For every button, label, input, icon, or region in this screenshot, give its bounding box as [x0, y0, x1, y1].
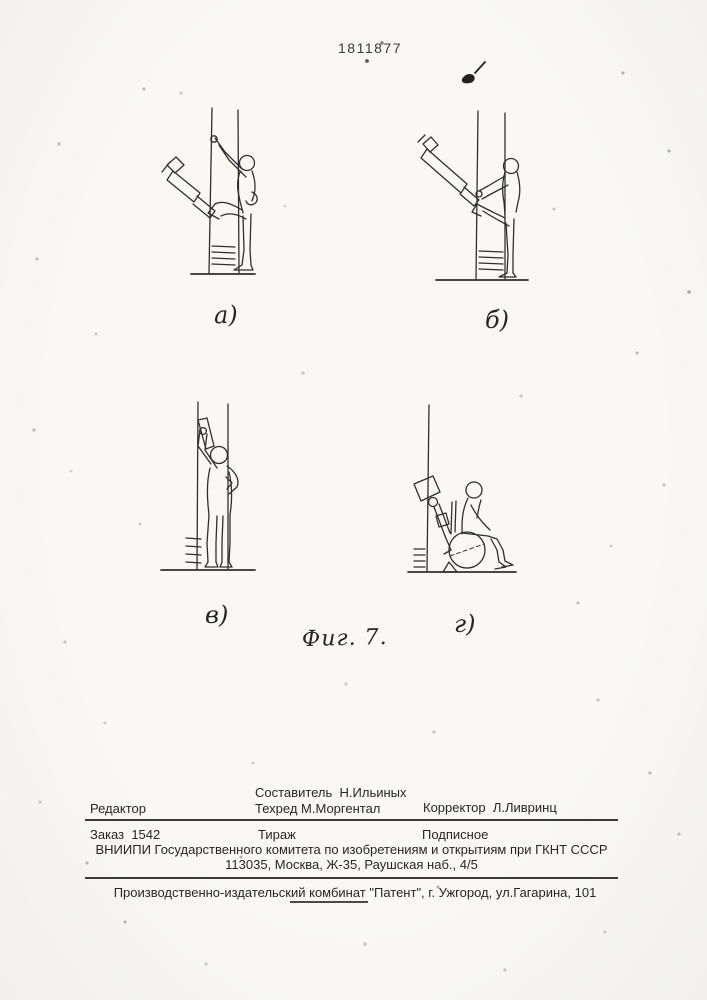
divider-rule-bottom [85, 877, 618, 879]
patent-word-underline [290, 901, 368, 903]
corrector-credit: Корректор Л.Ливринц [423, 800, 557, 815]
figure-a-label: а) [213, 300, 239, 330]
paper-noise [0, 0, 2, 2]
figure-b-label: б) [485, 306, 510, 334]
order-number: Заказ 1542 [90, 827, 161, 842]
vniipi-line: ВНИИПИ Государственного комитета по изобретениям и открытиям при ГКНТ СССР [95, 842, 608, 857]
address-line: 113035, Москва, Ж-35, Раушская наб., 4/5 [225, 857, 478, 872]
subscription-label: Подписное [422, 827, 489, 842]
ink-smudge [452, 56, 496, 90]
divider-rule-top [85, 819, 618, 821]
figure-v-label: в) [205, 601, 229, 629]
figure-v-drawing [148, 388, 268, 586]
production-line: Производственно-издательский комбинат "Патент", г. Ужгород, ул.Гагарина, 101 [113, 885, 597, 900]
figure-caption: Фиг. 7. [301, 624, 388, 653]
techred-credit: Техред М.Моргентал [255, 801, 381, 816]
figure-g-label: г) [454, 610, 476, 638]
compiler-credit: Составитель Н.Ильиных [255, 785, 407, 800]
figure-b-drawing [415, 92, 540, 290]
figure-a-drawing [158, 92, 273, 284]
editor-credit: Редактор [90, 801, 146, 816]
patent-number: 1811877 [338, 40, 402, 56]
figure-g-drawing [393, 398, 568, 590]
print-run-label: Тираж [258, 827, 296, 842]
